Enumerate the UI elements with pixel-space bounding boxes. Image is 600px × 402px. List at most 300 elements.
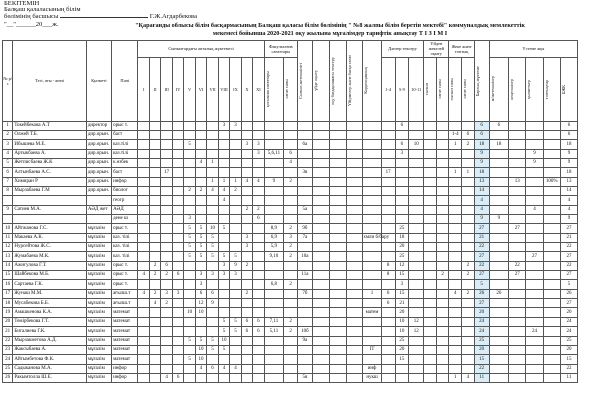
check-1-4-cell bbox=[381, 158, 395, 167]
class-hours-3 bbox=[161, 205, 172, 214]
defect-cell bbox=[330, 271, 347, 280]
duty-hours-cell bbox=[462, 177, 475, 186]
hs-class-cell bbox=[424, 233, 437, 242]
class-hours-10: 2 bbox=[241, 289, 252, 298]
class-hours-4 bbox=[172, 299, 183, 308]
hs-hours-cell bbox=[436, 373, 449, 382]
fund-2-cell bbox=[509, 196, 526, 205]
fund-4-cell bbox=[543, 224, 560, 233]
class-hours-1 bbox=[138, 140, 149, 149]
extra-cell bbox=[347, 158, 363, 167]
class-hours-5 bbox=[184, 177, 195, 186]
table-row bbox=[3, 187, 598, 196]
class-hours-6 bbox=[195, 373, 206, 382]
check-10-11-cell bbox=[409, 289, 424, 298]
teacher-position: мұғалім bbox=[86, 373, 111, 382]
fund-3-cell bbox=[526, 215, 543, 224]
class-hours-6: 2 bbox=[195, 187, 206, 196]
class-hours-9 bbox=[230, 308, 241, 317]
extra-cell bbox=[347, 243, 363, 252]
class-hours-9: 5 bbox=[230, 317, 241, 326]
home-class-cell: 5в bbox=[297, 373, 312, 382]
class-hours-8 bbox=[218, 299, 229, 308]
class-hours-2 bbox=[149, 224, 160, 233]
extra-cell bbox=[347, 224, 363, 233]
hs-class-cell bbox=[424, 299, 437, 308]
fund-4-cell bbox=[543, 243, 560, 252]
class-hours-10: 6 bbox=[241, 317, 252, 326]
class-hours-8: 3 bbox=[218, 271, 229, 280]
fund-1-cell bbox=[489, 308, 509, 317]
document-title-2: мекемесі бойынша 2020-2021 оқу жылына мұғалімдер тарифтік анықтау Т І З І М І bbox=[212, 30, 448, 37]
check-col-1: 1-4 bbox=[381, 57, 395, 121]
class-hours-4 bbox=[172, 327, 183, 336]
check-10-11-cell bbox=[409, 205, 424, 214]
col-hours-group: Сыныптардағы апталық жүктемесі bbox=[138, 41, 264, 58]
teacher-position: дир.орын. bbox=[86, 140, 111, 149]
fund-3-cell bbox=[526, 130, 543, 139]
defect-cell bbox=[330, 187, 347, 196]
hometeach-cell bbox=[312, 252, 329, 261]
class-hours-2 bbox=[149, 196, 160, 205]
class-hours-2 bbox=[149, 355, 160, 364]
fund-4-cell bbox=[543, 233, 560, 242]
class-hours-6 bbox=[195, 317, 206, 326]
row-number: 15 bbox=[3, 271, 13, 280]
class-hours-11: 3 bbox=[253, 149, 265, 158]
class-hours-11 bbox=[253, 243, 265, 252]
fund-5-cell: 27 bbox=[560, 299, 577, 308]
fac-extra-cell bbox=[264, 205, 284, 214]
correction-cell bbox=[363, 355, 381, 364]
class-hours-7 bbox=[207, 149, 218, 158]
class-hours-3: 17 bbox=[161, 168, 172, 177]
class-hours-10 bbox=[241, 168, 252, 177]
class-hours-3 bbox=[161, 130, 172, 139]
teacher-name: Бигалиева Г.К. bbox=[13, 327, 86, 336]
col-name: Тегі, аты - жөні bbox=[13, 41, 86, 122]
class-hours-6: 12 bbox=[195, 299, 206, 308]
class-hours-9: 2 bbox=[230, 187, 241, 196]
extra-cell bbox=[347, 205, 363, 214]
duty-class-cell bbox=[449, 317, 462, 326]
class-hours-9 bbox=[230, 299, 241, 308]
total-load-cell: 26 bbox=[474, 289, 489, 298]
check-1-4-cell: 6 bbox=[381, 289, 395, 298]
row-number: 14 bbox=[3, 261, 13, 270]
teacher-position: мұғалім bbox=[86, 345, 111, 354]
check-1-4-cell bbox=[381, 149, 395, 158]
fund-2-cell bbox=[509, 140, 526, 149]
duty-class-cell bbox=[449, 299, 462, 308]
defect-cell bbox=[330, 289, 347, 298]
class-hours-5 bbox=[184, 168, 195, 177]
class-hours-4 bbox=[172, 252, 183, 261]
class-hours-2 bbox=[149, 233, 160, 242]
teacher-name: Жаксыбаева А. bbox=[13, 345, 86, 354]
home-class-cell: 11а bbox=[297, 271, 312, 280]
col-check-group: Дәптер тексеру bbox=[381, 41, 423, 58]
class-hours-5 bbox=[184, 205, 195, 214]
class-hours-10 bbox=[241, 299, 252, 308]
hometeach-cell bbox=[312, 233, 329, 242]
check-10-11-cell bbox=[409, 299, 424, 308]
fund-5-cell: 9 bbox=[560, 158, 577, 167]
duty-hours-cell: 2 bbox=[462, 289, 475, 298]
fund-2-cell bbox=[509, 345, 526, 354]
extra-cell bbox=[347, 252, 363, 261]
table-row bbox=[3, 149, 598, 158]
hometeach-cell bbox=[312, 336, 329, 345]
class-hours-11 bbox=[253, 280, 265, 289]
hometeach-cell bbox=[312, 177, 329, 186]
class-hours-6: 3 bbox=[195, 280, 206, 289]
hs-class-cell bbox=[424, 215, 437, 224]
teacher-name: Мусабекова Б.Б. bbox=[13, 299, 86, 308]
extra-cell bbox=[347, 233, 363, 242]
class-hours-7 bbox=[207, 355, 218, 364]
fund-3-cell bbox=[526, 299, 543, 308]
hometeach-cell bbox=[312, 299, 329, 308]
correction-cell: матем bbox=[363, 308, 381, 317]
defect-cell bbox=[330, 233, 347, 242]
fac-class-cell: 2 bbox=[284, 317, 298, 326]
fund-1-cell bbox=[489, 158, 509, 167]
duty-hours-cell bbox=[462, 355, 475, 364]
class-hours-2: 2 bbox=[149, 271, 160, 280]
col-total-load: Барлық жүктеме bbox=[474, 65, 480, 96]
check-10-11-cell bbox=[409, 215, 424, 224]
check-5-9-cell: 6 bbox=[395, 121, 409, 130]
col-fac-class: сағат саны bbox=[284, 79, 290, 99]
class-hours-3 bbox=[161, 196, 172, 205]
check-10-11-cell bbox=[409, 158, 424, 167]
class-hours-2 bbox=[149, 149, 160, 158]
hs-class-cell bbox=[424, 177, 437, 186]
total-load-cell: 6 bbox=[474, 130, 489, 139]
extra-cell bbox=[347, 327, 363, 336]
class-hours-8 bbox=[218, 233, 229, 242]
duty-hours-cell bbox=[462, 215, 475, 224]
table-row bbox=[3, 168, 598, 177]
fund-col-3: қызметкер bbox=[526, 79, 532, 99]
check-1-4-cell bbox=[381, 327, 395, 336]
hometeach-cell bbox=[312, 243, 329, 252]
table-row bbox=[3, 345, 598, 354]
duty-hours-cell bbox=[462, 299, 475, 308]
hometeach-cell bbox=[312, 271, 329, 280]
teacher-position: дир.орын. bbox=[86, 158, 111, 167]
class-hours-5 bbox=[184, 261, 195, 270]
class-hours-7: 3 bbox=[207, 271, 218, 280]
table-row bbox=[3, 243, 598, 252]
row-number: 20 bbox=[3, 317, 13, 326]
class-hours-5: 3 bbox=[184, 215, 195, 224]
extra-cell bbox=[347, 121, 363, 130]
fac-class-cell bbox=[284, 205, 298, 214]
fund-5-cell: 27 bbox=[560, 271, 577, 280]
home-class-cell: 9а bbox=[297, 336, 312, 345]
hs-class-cell bbox=[424, 252, 437, 261]
class-hours-9: 3 bbox=[230, 271, 241, 280]
check-1-4-cell bbox=[381, 130, 395, 139]
fund-3-cell bbox=[526, 243, 543, 252]
home-class-cell bbox=[297, 308, 312, 317]
class-hours-7: 10 bbox=[207, 224, 218, 233]
class-hours-6: 4 bbox=[195, 158, 206, 167]
fac-extra-cell bbox=[264, 355, 284, 364]
check-10-11-cell bbox=[409, 149, 424, 158]
hs-col-1: сынып bbox=[424, 82, 430, 96]
class-hours-7 bbox=[207, 121, 218, 130]
class-hours-2 bbox=[149, 252, 160, 261]
table-row bbox=[3, 327, 598, 336]
correction-cell bbox=[363, 271, 381, 280]
home-class-cell: 10а bbox=[297, 252, 312, 261]
class-hours-5 bbox=[184, 280, 195, 289]
row-number: 21 bbox=[3, 327, 13, 336]
defect-cell bbox=[330, 317, 347, 326]
class-hours-4 bbox=[172, 140, 183, 149]
class-hours-10 bbox=[241, 149, 252, 158]
defect-cell bbox=[330, 373, 347, 382]
class-col-8: VIII bbox=[218, 57, 229, 121]
class-hours-1 bbox=[138, 205, 149, 214]
class-hours-3 bbox=[161, 121, 172, 130]
fac-extra-cell bbox=[264, 140, 284, 149]
teacher-position: мұғалім bbox=[86, 327, 111, 336]
class-hours-11 bbox=[253, 289, 265, 298]
teacher-name: Ибышева М.Е. bbox=[13, 140, 86, 149]
fac-extra-cell bbox=[264, 336, 284, 345]
fund-2-cell bbox=[509, 149, 526, 158]
fac-extra-cell bbox=[264, 187, 284, 196]
table-header bbox=[3, 41, 598, 122]
correction-cell bbox=[363, 158, 381, 167]
class-col-3: III bbox=[161, 57, 172, 121]
approve-label: БЕКІТЕМІН bbox=[4, 0, 40, 7]
fund-1-cell bbox=[489, 261, 509, 270]
duty-class-cell bbox=[449, 271, 462, 280]
teacher-name: Олжей Т.Б. bbox=[13, 130, 86, 139]
teacher-subject: математ bbox=[112, 345, 138, 354]
hometeach-cell bbox=[312, 373, 329, 382]
defect-cell bbox=[330, 308, 347, 317]
hs-class-cell bbox=[424, 355, 437, 364]
class-hours-10 bbox=[241, 215, 252, 224]
teacher-subject: орыс т. bbox=[112, 261, 138, 270]
duty-col-2: сағат саны bbox=[462, 79, 468, 99]
fund-5-cell: 18 bbox=[560, 168, 577, 177]
class-hours-6: 10 bbox=[195, 345, 206, 354]
teacher-position: мұғалім bbox=[86, 317, 111, 326]
extra-cell bbox=[347, 149, 363, 158]
hometeach-cell bbox=[312, 215, 329, 224]
class-hours-10 bbox=[241, 158, 252, 167]
correction-cell: 1 bbox=[363, 289, 381, 298]
fund-1-cell: 26 bbox=[489, 289, 509, 298]
class-hours-6 bbox=[195, 215, 206, 224]
class-hours-6: 10 bbox=[195, 355, 206, 364]
table-row bbox=[3, 158, 598, 167]
fund-4-cell bbox=[543, 336, 560, 345]
hs-class-cell bbox=[424, 130, 437, 139]
duty-class-cell bbox=[449, 336, 462, 345]
hometeach-cell bbox=[312, 196, 329, 205]
class-hours-6: 5 bbox=[195, 252, 206, 261]
row-number: 19 bbox=[3, 308, 13, 317]
class-hours-1 bbox=[138, 336, 149, 345]
row-number: 16 bbox=[3, 280, 13, 289]
class-hours-9 bbox=[230, 140, 241, 149]
teacher-position: мұғалім bbox=[86, 243, 111, 252]
correction-cell: нукш bbox=[363, 373, 381, 382]
fund-1-cell bbox=[489, 130, 509, 139]
class-hours-4 bbox=[172, 233, 183, 242]
fund-1-cell bbox=[489, 364, 509, 373]
class-hours-10 bbox=[241, 280, 252, 289]
class-hours-1 bbox=[138, 364, 149, 373]
check-1-4-cell: 6 bbox=[381, 299, 395, 308]
class-hours-1 bbox=[138, 187, 149, 196]
fac-extra-cell: 6,9 bbox=[264, 233, 284, 242]
hs-hours-cell bbox=[436, 177, 449, 186]
tariff-table bbox=[2, 40, 598, 383]
class-hours-6: 5 bbox=[195, 243, 206, 252]
fac-extra-cell bbox=[264, 271, 284, 280]
fund-2-cell bbox=[509, 299, 526, 308]
class-hours-5 bbox=[184, 271, 195, 280]
class-hours-9 bbox=[230, 373, 241, 382]
fund-4-cell bbox=[543, 317, 560, 326]
class-hours-5: 5 bbox=[184, 252, 195, 261]
class-hours-1 bbox=[138, 233, 149, 242]
fund-2-cell: 27 bbox=[509, 224, 526, 233]
class-hours-8: 3 bbox=[218, 261, 229, 270]
col-correction: Коррекциялық bbox=[363, 67, 369, 95]
row-number: 11 bbox=[3, 233, 13, 242]
fund-3-cell bbox=[526, 289, 543, 298]
table-row bbox=[3, 130, 598, 139]
class-hours-8 bbox=[218, 308, 229, 317]
class-hours-3 bbox=[161, 317, 172, 326]
fund-2-cell bbox=[509, 336, 526, 345]
class-hours-3 bbox=[161, 327, 172, 336]
fac-extra-cell bbox=[264, 196, 284, 205]
table-row bbox=[3, 355, 598, 364]
class-hours-10 bbox=[241, 345, 252, 354]
duty-hours-cell bbox=[462, 308, 475, 317]
class-hours-2 bbox=[149, 345, 160, 354]
total-load-cell: 9 bbox=[474, 215, 489, 224]
fac-class-cell bbox=[284, 261, 298, 270]
class-hours-11 bbox=[253, 355, 265, 364]
defect-cell bbox=[330, 158, 347, 167]
duty-hours-cell bbox=[462, 336, 475, 345]
duty-hours-cell bbox=[462, 196, 475, 205]
fac-class-cell: 3 bbox=[284, 233, 298, 242]
fund-1-cell bbox=[489, 187, 509, 196]
teacher-position: мұғалім bbox=[86, 271, 111, 280]
teacher-subject: математ bbox=[112, 336, 138, 345]
check-10-11-cell: 10 bbox=[409, 140, 424, 149]
fund-4-cell bbox=[543, 121, 560, 130]
class-hours-10 bbox=[241, 130, 252, 139]
hometeach-cell bbox=[312, 158, 329, 167]
col-duty-group: Жеке және топтық bbox=[449, 41, 474, 58]
class-hours-7: 5 bbox=[207, 345, 218, 354]
fund-4-cell bbox=[543, 327, 560, 336]
class-hours-9: 3 bbox=[230, 121, 241, 130]
class-hours-5: 5 bbox=[184, 224, 195, 233]
table-row bbox=[3, 317, 598, 326]
col-defect: оқу бағдарламасы тексеру bbox=[330, 56, 336, 105]
class-hours-5 bbox=[184, 364, 195, 373]
total-load-cell: 21 bbox=[474, 233, 489, 242]
class-hours-9: 1 bbox=[230, 177, 241, 186]
class-hours-11: 6 bbox=[253, 317, 265, 326]
class-hours-3: 2 bbox=[161, 299, 172, 308]
teacher-name: Ракымтолла Ш.Е. bbox=[13, 373, 86, 382]
total-load-cell: 13 bbox=[474, 177, 489, 186]
fund-5-cell: 21 bbox=[560, 233, 577, 242]
defect-cell bbox=[330, 130, 347, 139]
check-1-4-cell bbox=[381, 215, 395, 224]
total-load-cell: 14 bbox=[474, 187, 489, 196]
teacher-position: мұғалім bbox=[86, 364, 111, 373]
class-hours-11 bbox=[253, 308, 265, 317]
teacher-name: Сатиев М.А. bbox=[13, 205, 86, 214]
class-hours-9: 4 bbox=[230, 364, 241, 373]
fund-3-cell bbox=[526, 345, 543, 354]
col-num: № р/с bbox=[3, 41, 13, 122]
fac-extra-cell bbox=[264, 364, 284, 373]
class-hours-2 bbox=[149, 317, 160, 326]
fund-col-1: м/жетекшілер bbox=[489, 76, 495, 102]
teacher-name: Токейбекова А.Т bbox=[13, 121, 86, 130]
defect-cell bbox=[330, 345, 347, 354]
class-hours-10: 3 bbox=[241, 140, 252, 149]
duty-hours-cell: 1 bbox=[462, 168, 475, 177]
home-class-cell bbox=[297, 345, 312, 354]
check-5-9-cell bbox=[395, 196, 409, 205]
extra-cell bbox=[347, 308, 363, 317]
fund-1-cell bbox=[489, 205, 509, 214]
fund-1-cell: 6 bbox=[489, 121, 509, 130]
check-5-9-cell: 21 bbox=[395, 299, 409, 308]
class-hours-1 bbox=[138, 224, 149, 233]
class-hours-11 bbox=[253, 345, 265, 354]
table-row bbox=[3, 299, 598, 308]
teacher-subject: математ bbox=[112, 355, 138, 364]
class-hours-9 bbox=[230, 149, 241, 158]
check-col-3: 10-11 bbox=[409, 57, 424, 121]
fund-2-cell: 13 bbox=[509, 177, 526, 186]
correction-cell bbox=[363, 140, 381, 149]
correction-cell bbox=[363, 327, 381, 336]
class-hours-6 bbox=[195, 261, 206, 270]
fund-1-cell bbox=[489, 299, 509, 308]
class-hours-2 bbox=[149, 308, 160, 317]
row-number: 9 bbox=[3, 205, 13, 214]
fund-1-cell: 9 bbox=[489, 215, 509, 224]
hometeach-cell bbox=[312, 317, 329, 326]
class-hours-5 bbox=[184, 121, 195, 130]
class-hours-4 bbox=[172, 205, 183, 214]
class-hours-8: 5 bbox=[218, 327, 229, 336]
duty-hours-cell bbox=[462, 327, 475, 336]
class-hours-11 bbox=[253, 233, 265, 242]
